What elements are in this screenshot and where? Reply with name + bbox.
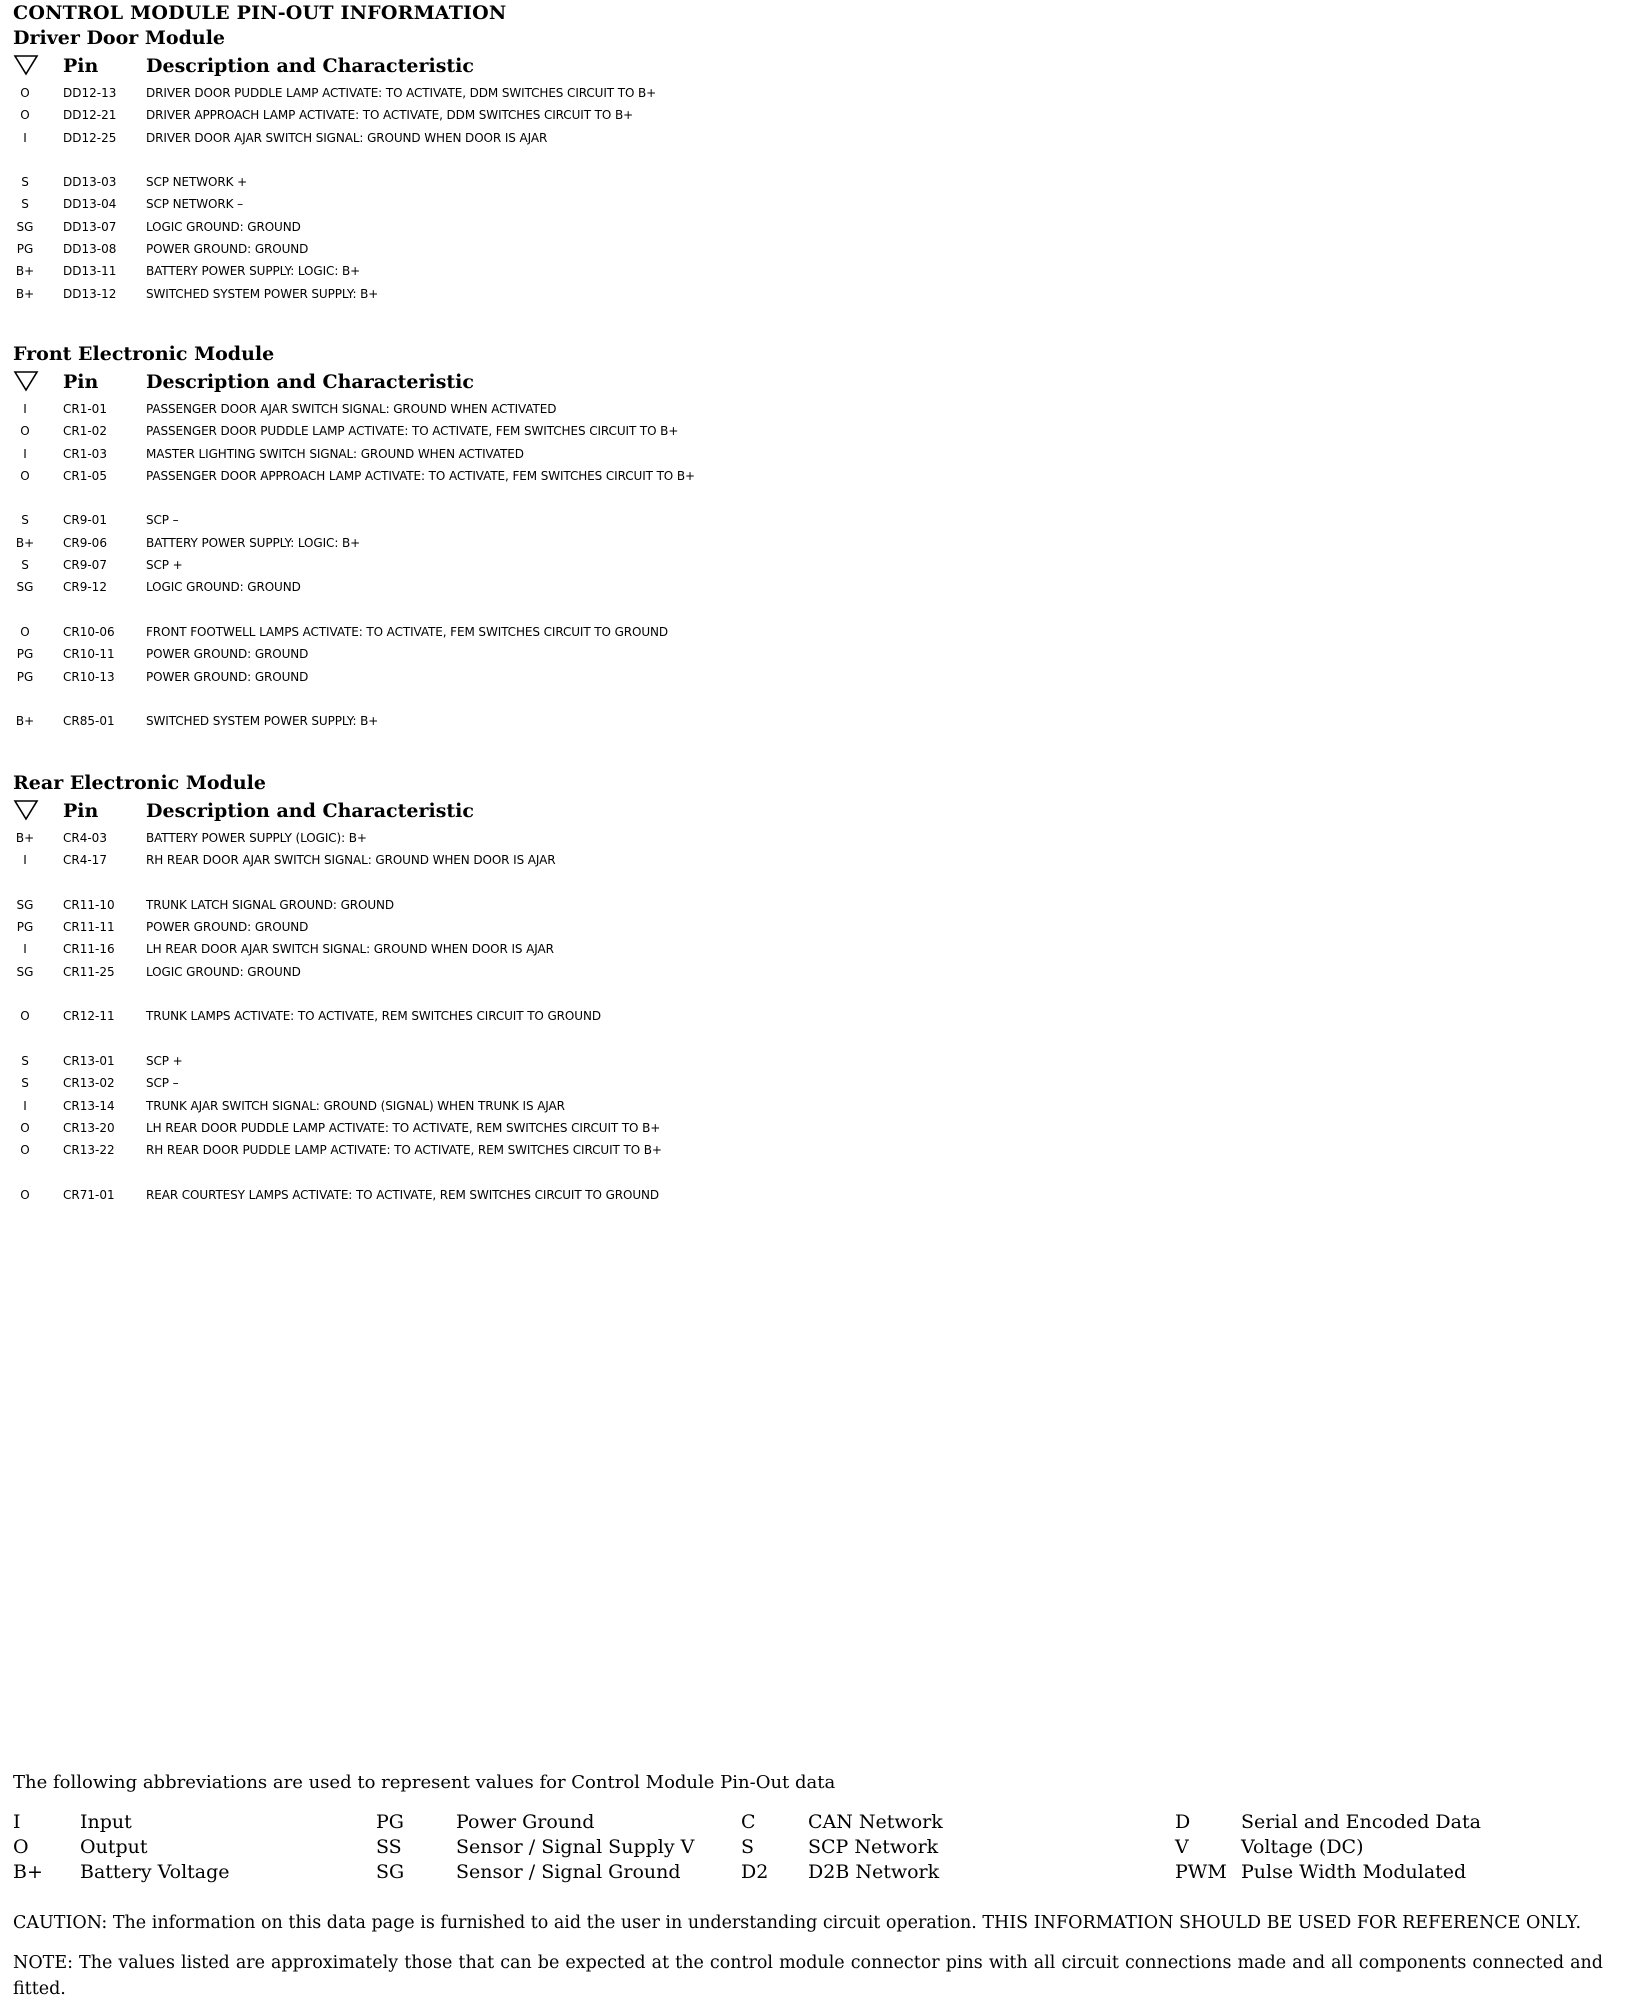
page-title: CONTROL MODULE PIN-OUT INFORMATION [13, 2, 507, 24]
table-row [13, 643, 993, 665]
pin-type: O [20, 624, 30, 639]
section-title: Rear Electronic Module [13, 772, 266, 794]
row-spacer [13, 688, 993, 710]
pin-id: CR71-01 [63, 1187, 115, 1202]
row-spacer [13, 1028, 993, 1050]
abbreviation-code: I [13, 1811, 21, 1833]
pin-description: POWER GROUND: GROUND [146, 647, 309, 662]
pin-type: I [23, 446, 27, 461]
pin-column-header: Pin [63, 371, 99, 393]
pin-id: CR85-01 [63, 714, 115, 729]
pin-type: I [23, 1098, 27, 1113]
pin-id: DD12-13 [63, 86, 117, 100]
pin-id: CR11-16 [63, 942, 115, 957]
pin-type: O [20, 424, 30, 439]
table-row [13, 216, 993, 238]
section-driver-door-module [13, 26, 993, 305]
table-row [13, 1117, 993, 1139]
table-row [13, 710, 993, 732]
table-row [13, 260, 993, 282]
pin-id: DD13-03 [63, 175, 117, 190]
pin-type: S [21, 175, 29, 190]
abbreviation-code: O [13, 1836, 29, 1858]
abbreviation-grid [13, 1810, 1613, 1890]
pin-type: S [21, 1076, 29, 1091]
section-rear-electronic-module [13, 771, 993, 1206]
table-row [13, 443, 993, 465]
pin-description: FRONT FOOTWELL LAMPS ACTIVATE: TO ACTIVATE, FEM SWITCHES CIRCUIT TO GROUND [146, 624, 669, 639]
abbreviation-meaning: Power Ground [456, 1811, 595, 1833]
table-row [13, 171, 993, 193]
pin-description: TRUNK LAMPS ACTIVATE: TO ACTIVATE, REM SWITCHES CIRCUIT TO GROUND [146, 1009, 601, 1024]
pin-id: CR10-13 [63, 669, 115, 684]
table-row [13, 961, 993, 983]
pin-type: O [20, 86, 30, 100]
pin-id: CR1-02 [63, 424, 107, 439]
pin-description: LH REAR DOOR AJAR SWITCH SIGNAL: GROUND WHEN DOOR IS AJAR [146, 942, 554, 957]
pin-description: PASSENGER DOOR PUDDLE LAMP ACTIVATE: TO ACTIVATE, FEM SWITCHES CIRCUIT TO B+ [146, 424, 679, 439]
pin-description: PASSENGER DOOR APPROACH LAMP ACTIVATE: TO ACTIVATE, FEM SWITCHES CIRCUIT TO B+ [146, 468, 695, 483]
row-spacer [13, 149, 993, 171]
abbreviation-code: C [741, 1811, 756, 1833]
pin-type: B+ [15, 535, 35, 550]
pin-id: CR1-05 [63, 468, 107, 483]
pin-type: SG [16, 580, 34, 595]
abbreviation-code: S [741, 1836, 755, 1858]
abbreviation-meaning: Voltage (DC) [1241, 1836, 1364, 1858]
pin-id: DD12-21 [63, 108, 117, 123]
pin-description: PASSENGER DOOR AJAR SWITCH SIGNAL: GROUND WHEN ACTIVATED [146, 402, 557, 416]
pin-id: CR10-11 [63, 647, 115, 662]
pin-id: DD12-25 [63, 130, 117, 145]
pin-id: CR11-11 [63, 920, 115, 935]
pin-type: O [20, 1187, 30, 1202]
table-row [13, 666, 993, 688]
pin-description: RH REAR DOOR AJAR SWITCH SIGNAL: GROUND WHEN DOOR IS AJAR [146, 853, 556, 868]
table-row [13, 1095, 993, 1117]
pin-description: SCP – [146, 513, 179, 528]
description-column-header: Description and Characteristic [146, 371, 474, 393]
pin-type: B+ [15, 831, 35, 845]
row-spacer [13, 599, 993, 621]
pin-description: POWER GROUND: GROUND [146, 242, 309, 257]
pin-id: CR12-11 [63, 1009, 115, 1024]
triangle-down-icon [13, 799, 39, 821]
section-front-electronic-module [13, 342, 993, 732]
abbreviation-meaning: D2B Network [808, 1861, 940, 1883]
pin-description: POWER GROUND: GROUND [146, 669, 309, 684]
pin-type: SG [16, 964, 34, 979]
pin-id: CR9-12 [63, 580, 107, 595]
pin-description: REAR COURTESY LAMPS ACTIVATE: TO ACTIVATE, REM SWITCHES CIRCUIT TO GROUND [146, 1187, 660, 1202]
pin-description: SWITCHED SYSTEM POWER SUPPLY: B+ [146, 286, 379, 301]
table-row [13, 465, 993, 487]
table-row [13, 916, 993, 938]
abbreviation-code: PWM [1175, 1861, 1227, 1883]
description-column-header: Description and Characteristic [146, 55, 474, 77]
table-row [13, 1050, 993, 1072]
table-row [13, 827, 993, 849]
pin-type: O [20, 1143, 30, 1158]
legend-intro: The following abbreviations are used to represent values for Control Module Pin-Out data [13, 1772, 836, 1793]
pin-type: B+ [15, 286, 35, 301]
table-row [13, 193, 993, 215]
pin-id: CR13-14 [63, 1098, 115, 1113]
pin-description: SCP NETWORK – [146, 197, 243, 212]
abbreviation-item [741, 1835, 1171, 1860]
pin-type: PG [16, 647, 34, 662]
pin-id: CR13-01 [63, 1053, 115, 1068]
pin-id: CR11-25 [63, 964, 115, 979]
pin-description: RH REAR DOOR PUDDLE LAMP ACTIVATE: TO ACTIVATE, REM SWITCHES CIRCUIT TO B+ [146, 1143, 662, 1158]
pin-type: I [23, 402, 27, 416]
pin-id: CR1-03 [63, 446, 107, 461]
pin-description: TRUNK LATCH SIGNAL GROUND: GROUND [146, 897, 395, 912]
pin-type: O [20, 108, 30, 123]
pin-id: CR11-10 [63, 897, 115, 912]
pin-id: CR9-06 [63, 535, 107, 550]
section-title: Driver Door Module [13, 27, 226, 49]
pin-id: DD13-07 [63, 219, 117, 234]
row-spacer [13, 983, 993, 1005]
abbreviation-code: V [1175, 1836, 1189, 1858]
table-row [13, 938, 993, 960]
pin-id: CR1-01 [63, 402, 107, 416]
pin-type: I [23, 942, 27, 957]
table-row [13, 554, 993, 576]
abbreviation-meaning: SCP Network [808, 1836, 939, 1858]
pin-description: BATTERY POWER SUPPLY: LOGIC: B+ [146, 535, 361, 550]
pin-type: S [21, 513, 29, 528]
table-row [13, 621, 993, 643]
pin-description: BATTERY POWER SUPPLY (LOGIC): B+ [146, 831, 367, 845]
triangle-down-icon [13, 370, 39, 392]
pin-description: LOGIC GROUND: GROUND [146, 219, 301, 234]
pin-table [13, 82, 993, 305]
triangle-down-icon [13, 54, 39, 76]
pin-description: SWITCHED SYSTEM POWER SUPPLY: B+ [146, 714, 379, 729]
pin-id: CR10-06 [63, 624, 115, 639]
table-row [13, 238, 993, 260]
abbreviation-code: SG [376, 1861, 405, 1883]
pin-description: MASTER LIGHTING SWITCH SIGNAL: GROUND WHEN ACTIVATED [146, 446, 524, 461]
abbreviation-item [741, 1860, 1171, 1885]
pin-type: S [21, 197, 29, 212]
pin-id: CR13-20 [63, 1120, 115, 1135]
table-row [13, 1005, 993, 1027]
abbreviation-meaning: Battery Voltage [80, 1861, 230, 1883]
abbreviation-code: SS [376, 1836, 402, 1858]
pin-id: CR4-03 [63, 831, 107, 845]
table-row [13, 420, 993, 442]
pin-table [13, 827, 993, 1206]
abbreviation-item [1175, 1835, 1605, 1860]
description-column-header: Description and Characteristic [146, 800, 474, 822]
abbreviations-legend [13, 1768, 1613, 1999]
pin-type: O [20, 1120, 30, 1135]
table-row [13, 127, 993, 149]
pin-type: I [23, 130, 27, 145]
table-row [13, 398, 993, 420]
abbreviation-meaning: Sensor / Signal Supply V [456, 1836, 695, 1858]
pin-description: DRIVER DOOR PUDDLE LAMP ACTIVATE: TO ACTIVATE, DDM SWITCHES CIRCUIT TO B+ [146, 86, 657, 100]
pin-description: DRIVER DOOR AJAR SWITCH SIGNAL: GROUND WHEN DOOR IS AJAR [146, 130, 548, 145]
table-header [13, 50, 993, 82]
pin-id: DD13-12 [63, 286, 117, 301]
pin-type: I [23, 853, 27, 868]
pin-description: LH REAR DOOR PUDDLE LAMP ACTIVATE: TO ACTIVATE, REM SWITCHES CIRCUIT TO B+ [146, 1120, 661, 1135]
abbreviation-meaning: Input [80, 1811, 132, 1833]
pin-description: TRUNK AJAR SWITCH SIGNAL: GROUND (SIGNAL) WHEN TRUNK IS AJAR [146, 1098, 565, 1113]
table-row [13, 894, 993, 916]
pin-description: DRIVER APPROACH LAMP ACTIVATE: TO ACTIVATE, DDM SWITCHES CIRCUIT TO B+ [146, 108, 634, 123]
pin-column-header: Pin [63, 800, 99, 822]
abbreviation-item [741, 1810, 1171, 1835]
abbreviation-item [1175, 1860, 1605, 1885]
pin-type: PG [16, 920, 34, 935]
pin-type: B+ [15, 714, 35, 729]
pin-description: SCP – [146, 1076, 179, 1091]
abbreviation-meaning: Sensor / Signal Ground [456, 1861, 681, 1883]
pin-id: CR9-07 [63, 558, 107, 573]
abbreviation-code: D [1175, 1811, 1191, 1833]
row-spacer [13, 1161, 993, 1183]
caution-text: CAUTION: The information on this data page is furnished to aid the user in understanding circuit operation. THIS INFORMATION SHOULD BE USED FOR REFERENCE ONLY. [13, 1913, 1582, 1933]
pin-id: CR13-22 [63, 1143, 115, 1158]
pin-type: S [21, 558, 29, 573]
abbreviation-code: PG [376, 1811, 404, 1833]
table-row [13, 283, 993, 305]
table-header [13, 366, 993, 398]
pin-description: SCP NETWORK + [146, 175, 248, 190]
table-header [13, 795, 993, 827]
pin-type: PG [16, 242, 34, 257]
pin-description: LOGIC GROUND: GROUND [146, 964, 301, 979]
table-row [13, 1184, 993, 1206]
pin-type: SG [16, 897, 34, 912]
table-row [13, 104, 993, 126]
abbreviation-meaning: CAN Network [808, 1811, 943, 1833]
pin-column-header: Pin [63, 55, 99, 77]
abbreviation-code: B+ [13, 1861, 43, 1883]
pin-description: BATTERY POWER SUPPLY: LOGIC: B+ [146, 264, 361, 279]
abbreviation-meaning: Pulse Width Modulated [1241, 1861, 1467, 1883]
abbreviation-meaning: Output [80, 1836, 148, 1858]
pin-type: O [20, 468, 30, 483]
note-text: NOTE: The values listed are approximately those that can be expected at the control module connector pins with all circuit connections made and all components connected and fitted. [13, 1953, 1603, 1999]
section-title: Front Electronic Module [13, 343, 275, 365]
pin-id: DD13-04 [63, 197, 117, 212]
pin-id: DD13-08 [63, 242, 117, 257]
row-spacer [13, 872, 993, 894]
pin-type: B+ [15, 264, 35, 279]
table-row [13, 532, 993, 554]
pin-table [13, 398, 993, 732]
abbreviation-meaning: Serial and Encoded Data [1241, 1811, 1481, 1833]
pin-type: SG [16, 219, 34, 234]
table-row [13, 576, 993, 598]
row-spacer [13, 487, 993, 509]
pin-id: CR13-02 [63, 1076, 115, 1091]
abbreviation-item [1175, 1810, 1605, 1835]
pin-description: SCP + [146, 558, 183, 573]
pin-type: S [21, 1053, 29, 1068]
pin-type: O [20, 1009, 30, 1024]
table-row [13, 1139, 993, 1161]
table-row [13, 82, 993, 104]
table-row [13, 1072, 993, 1094]
pin-description: SCP + [146, 1053, 183, 1068]
pin-id: DD13-11 [63, 264, 117, 279]
pin-type: PG [16, 669, 34, 684]
pin-description: POWER GROUND: GROUND [146, 920, 309, 935]
table-row [13, 849, 993, 871]
table-row [13, 509, 993, 531]
pin-id: CR4-17 [63, 853, 107, 868]
pin-description: LOGIC GROUND: GROUND [146, 580, 301, 595]
pin-id: CR9-01 [63, 513, 107, 528]
abbreviation-code: D2 [741, 1861, 769, 1883]
